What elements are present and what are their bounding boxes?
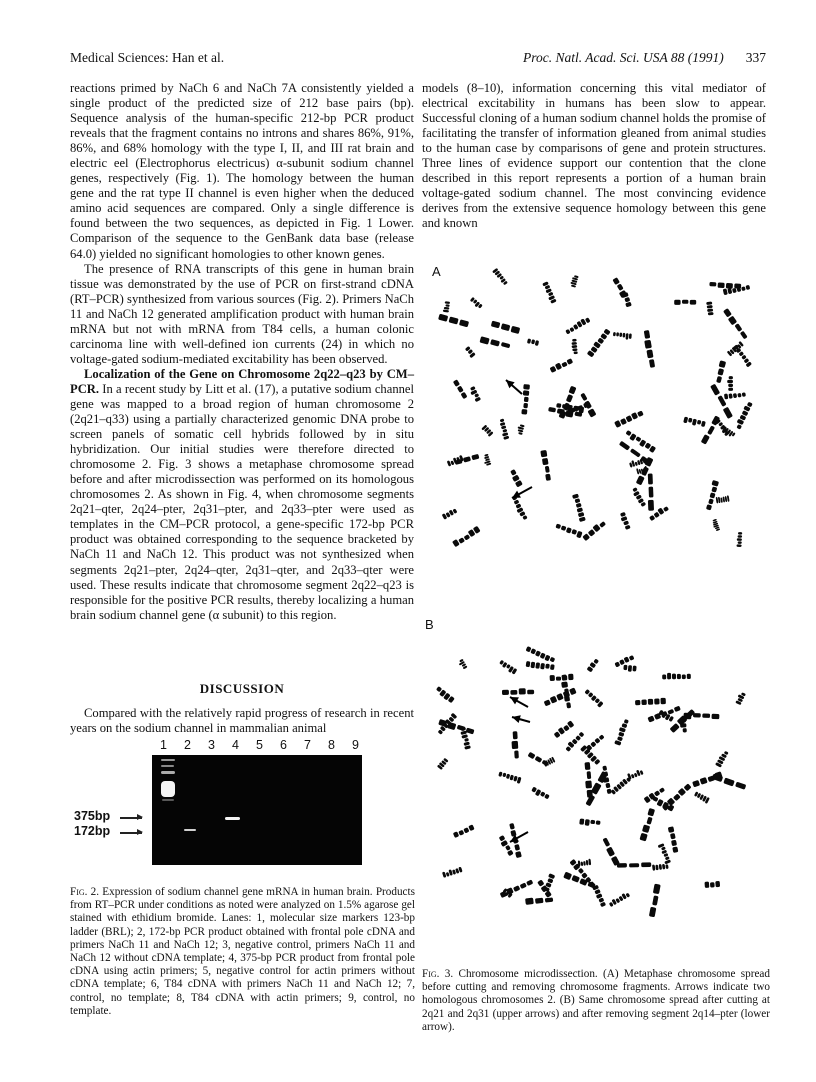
chromosome — [706, 301, 714, 315]
chromosome — [623, 665, 636, 673]
chromosome — [693, 791, 710, 804]
chromosome — [582, 519, 606, 541]
chromosome — [525, 646, 555, 663]
chromosome — [584, 762, 593, 798]
chromosome — [701, 415, 720, 444]
chromosome — [571, 339, 578, 355]
chromosome — [732, 344, 752, 367]
chromosome — [647, 473, 654, 510]
chromosome — [553, 720, 574, 738]
chromosome — [563, 872, 595, 890]
chromosome — [511, 731, 519, 759]
figure-3-caption — [422, 968, 770, 1034]
chromosome — [610, 776, 631, 795]
chromosome — [468, 386, 481, 403]
chromosome — [509, 469, 523, 487]
chromosome — [734, 401, 752, 430]
chromosome — [583, 689, 603, 708]
chromosome — [648, 884, 660, 917]
chromosome — [521, 384, 530, 415]
chromosome — [550, 674, 574, 681]
panel-a-label: A — [432, 264, 441, 279]
chromosome — [711, 519, 720, 532]
journal-name: Proc. Natl. Acad. Sci. USA 88 (1991) — [523, 50, 724, 65]
chromosome — [543, 756, 556, 767]
chromosome — [572, 494, 586, 523]
chromosome — [481, 425, 493, 438]
caption-text: Expression of sodium channel gene mRNA in human brain. Products from RT–PCR under conditions as noted were analyzed on 1.5% agarose gel stained with ethidium bromide. Lanes: 1, molecular size markers 123-bp ladder (BRL); 2, 172-bp PCR product obtained with frontal pole cDNA and primers NaCh 11 and NaCh 12; 3, negative control, primers NaCh 11 and NaCh 12 without cDNA template; 4, 375-bp PCR product from frontal pole cDNA using actin primers; 5, negative control for actin primers without cDNA template; 6, T84 cDNA with primers NaCh 11 and NaCh 12; 7, control, no template; 8, T84 cDNA with actin primers; 9, control, no template. — [70, 886, 415, 1017]
arrow-icon — [120, 817, 142, 819]
lane-label: 4 — [232, 738, 239, 752]
chromosome — [510, 496, 527, 521]
chromosome — [499, 878, 533, 898]
chromosome — [614, 409, 644, 428]
chromosome — [498, 660, 517, 675]
metaphase-spread-after-image — [420, 637, 770, 917]
caption-text: Chromosome microdissection. (A) Metaphase chromosome spread before cutting and removing chromosome fragments. Arrows indicate two homologous chromosomes 2. (B) Same chromosome spread after cutting at 2q21 and 2q31 (upper arrows) and after removing segment 2q14–pter (lower arrow). — [422, 968, 770, 1033]
chromosome — [592, 885, 606, 908]
chromosome — [643, 330, 656, 368]
chromosome — [715, 360, 727, 383]
chromosome — [452, 526, 481, 547]
chromosome — [704, 881, 720, 888]
chromosome — [614, 718, 629, 745]
chromosome — [601, 837, 620, 866]
chromosome — [491, 321, 521, 334]
chromosome — [683, 417, 706, 428]
arrow-icon — [120, 832, 142, 834]
discussion-text — [70, 706, 414, 736]
chromosome — [549, 357, 573, 373]
section-heading: Localization of the Gene on Chromosome 2q22–q23 by CM–PCR. — [70, 366, 414, 396]
paragraph: The presence of RNA transcripts of this gene in human brain tissue was demonstrated by the use of PCR on first-strand cDNA (RT–PCR) synthesized from various sources (Fig. 2). Primers NaCh 11 and NaCh 12 generated amplification product with human brain mRNA but not with mRNA from T84 cells, a human colonic carcinoma line with well-defined ion currents (24) in which no voltage-gated sodium-mediated excitability has been observed. — [70, 261, 414, 366]
chromosome — [619, 512, 631, 530]
lane-label: 6 — [280, 738, 287, 752]
chromosome — [437, 757, 449, 770]
chromosome — [674, 300, 696, 305]
agarose-gel-image — [152, 755, 362, 865]
chromosome — [542, 281, 557, 304]
chromosome — [443, 301, 450, 312]
chromosome — [652, 863, 669, 871]
chromosome — [502, 688, 534, 695]
caption-label: Fig. 2. — [70, 886, 100, 898]
chromosome — [736, 532, 742, 547]
chromosome — [453, 379, 468, 399]
chromosome — [578, 859, 592, 867]
chromosome — [469, 297, 483, 310]
chromosome — [587, 658, 599, 673]
chromosome — [631, 487, 646, 507]
paragraph: models (8–10), information concerning this vital mediator of electrical excitability in humans has been slow to appear. Successful cloning of a human sodium channel holds the promise of facilitating the transfer of information gleaned from animal studies to the human case by comparisons of gene and protein structures. Three lines of evidence support our contention that the clone described in this report represents a portion of a human brain voltage-gated sodium channel. The most convincing evidence derives from the extensive sequence homology between this gene and known — [422, 81, 766, 231]
chromosome — [543, 687, 576, 706]
running-head: Medical Sciences: Han et al. — [70, 50, 225, 65]
right-column — [422, 81, 766, 231]
chromosome — [586, 734, 605, 751]
chromosome — [492, 268, 508, 286]
chromosome — [498, 418, 509, 439]
chromosome — [531, 787, 550, 801]
chromosome — [635, 698, 666, 705]
chromosome — [704, 480, 719, 510]
chromosome — [543, 873, 556, 892]
marker-375-label: 375bp — [74, 809, 111, 823]
chromosome — [735, 691, 746, 705]
lane-label: 9 — [352, 738, 359, 752]
journal-citation — [486, 50, 766, 66]
chromosome — [447, 455, 464, 467]
chromosome — [716, 495, 730, 503]
chromosome — [712, 773, 747, 790]
lane-label: 3 — [208, 738, 215, 752]
chromosome — [608, 891, 630, 907]
chromosome — [498, 771, 522, 783]
chromosome — [435, 686, 455, 704]
chromosome — [479, 336, 510, 350]
chromosome — [715, 750, 729, 768]
chromosome — [723, 308, 748, 340]
chromosome — [658, 843, 671, 864]
chromosome — [724, 391, 746, 400]
lane-label: 7 — [304, 738, 311, 752]
chromosome — [482, 454, 491, 467]
left-column — [70, 81, 414, 623]
paragraph — [70, 367, 414, 623]
panel-b-label: B — [425, 617, 434, 632]
chromosome — [639, 808, 655, 842]
chromosome — [579, 818, 600, 827]
chromosome — [570, 275, 579, 288]
chromosome — [540, 450, 551, 481]
page-number: 337 — [745, 50, 766, 65]
chromosome — [587, 328, 611, 358]
paragraph: Compared with the relatively rapid progress of research in recent years on the sodium channel in mammalian animal — [70, 706, 414, 736]
chromosome — [457, 659, 467, 670]
figure-2-caption — [70, 886, 415, 1018]
chromosome — [613, 332, 632, 340]
chromosome — [709, 282, 741, 289]
chromosome — [498, 835, 514, 857]
discussion-heading: DISCUSSION — [199, 681, 285, 696]
paragraph: reactions primed by NaCh 6 and NaCh 7A consistently yielded a single product of the predicted size of 212 base pairs (bp). Sequence analysis of the human-specific 212-bp PCR product reveals that the fragment contains no introns and shares 86%, 91%, 86%, and 68% homology with the type I, II, and III rat brain and electric eel (Electrophorus electricus) α-subunit sodium channel genes, respectively (Fig. 1). The homology between the human gene and the rat type II channel is even higher when the deduced amino acid sequences are compared. Only a single difference is found between the two sequences, as depicted in Fig. 1 Lower. Comparison of the sequence to the GenBank data base (release 64.0) yielded no significant homologies to other known genes. — [70, 81, 414, 261]
chromosome — [662, 673, 691, 680]
chromosome — [555, 524, 583, 539]
chromosome — [624, 430, 656, 453]
lane-label: 1 — [160, 738, 167, 752]
caption-label: Fig. 3. — [422, 968, 454, 980]
chromosome — [627, 768, 644, 779]
chromosome — [526, 661, 555, 671]
chromosome — [516, 424, 524, 435]
chromosome — [727, 376, 733, 391]
chromosome — [438, 314, 469, 328]
chromosome — [453, 824, 475, 838]
chromosome — [442, 866, 463, 878]
metaphase-spread-before-image — [420, 262, 770, 562]
lane-label: 5 — [256, 738, 263, 752]
chromosome — [661, 783, 691, 811]
chromosome — [442, 507, 458, 519]
chromosome — [464, 346, 476, 358]
chromosome — [617, 862, 651, 867]
chromosome — [527, 338, 539, 346]
lane-label: 2 — [184, 738, 191, 752]
marker-172-label: 172bp — [74, 824, 111, 838]
chromosome — [668, 826, 679, 853]
chromosome — [564, 316, 590, 334]
chromosome — [611, 277, 627, 298]
paragraph-text: In a recent study by Litt et al. (17), a putative sodium channel gene was mapped to a broad region of human chromosome 2 (2q21–q33) using a partially characterized genomic DNA probe to screen panels of somatic cell hybrids followed by in situ hybridization. Our initial studies were therefore directed to chromosome 2. Fig. 3 shows a metaphase chromosome spread before and after microdissection was performed on its homologous chromosomes 2. As shown in Fig. 4, when chromosome segments 2q21–qter, 2q24–pter, 2q31–pter, and 2q33–pter were used as templates in the CM–PCR protocol, a gene-specific 172-bp PCR product was obtained corresponding to the sequence bracketed by NaCh 11 and NaCh 12. This product was not synthesized when segments 2q21–pter, 2q24–qter, 2q31–qter, and 2q33–qter were used. These results indicate that chromosome segment 2q22–q23 is responsible for the positive PCR results, thereby localizing a human brain sodium channel gene (α subunit) to this region. — [70, 381, 414, 622]
lane-label: 8 — [328, 738, 335, 752]
